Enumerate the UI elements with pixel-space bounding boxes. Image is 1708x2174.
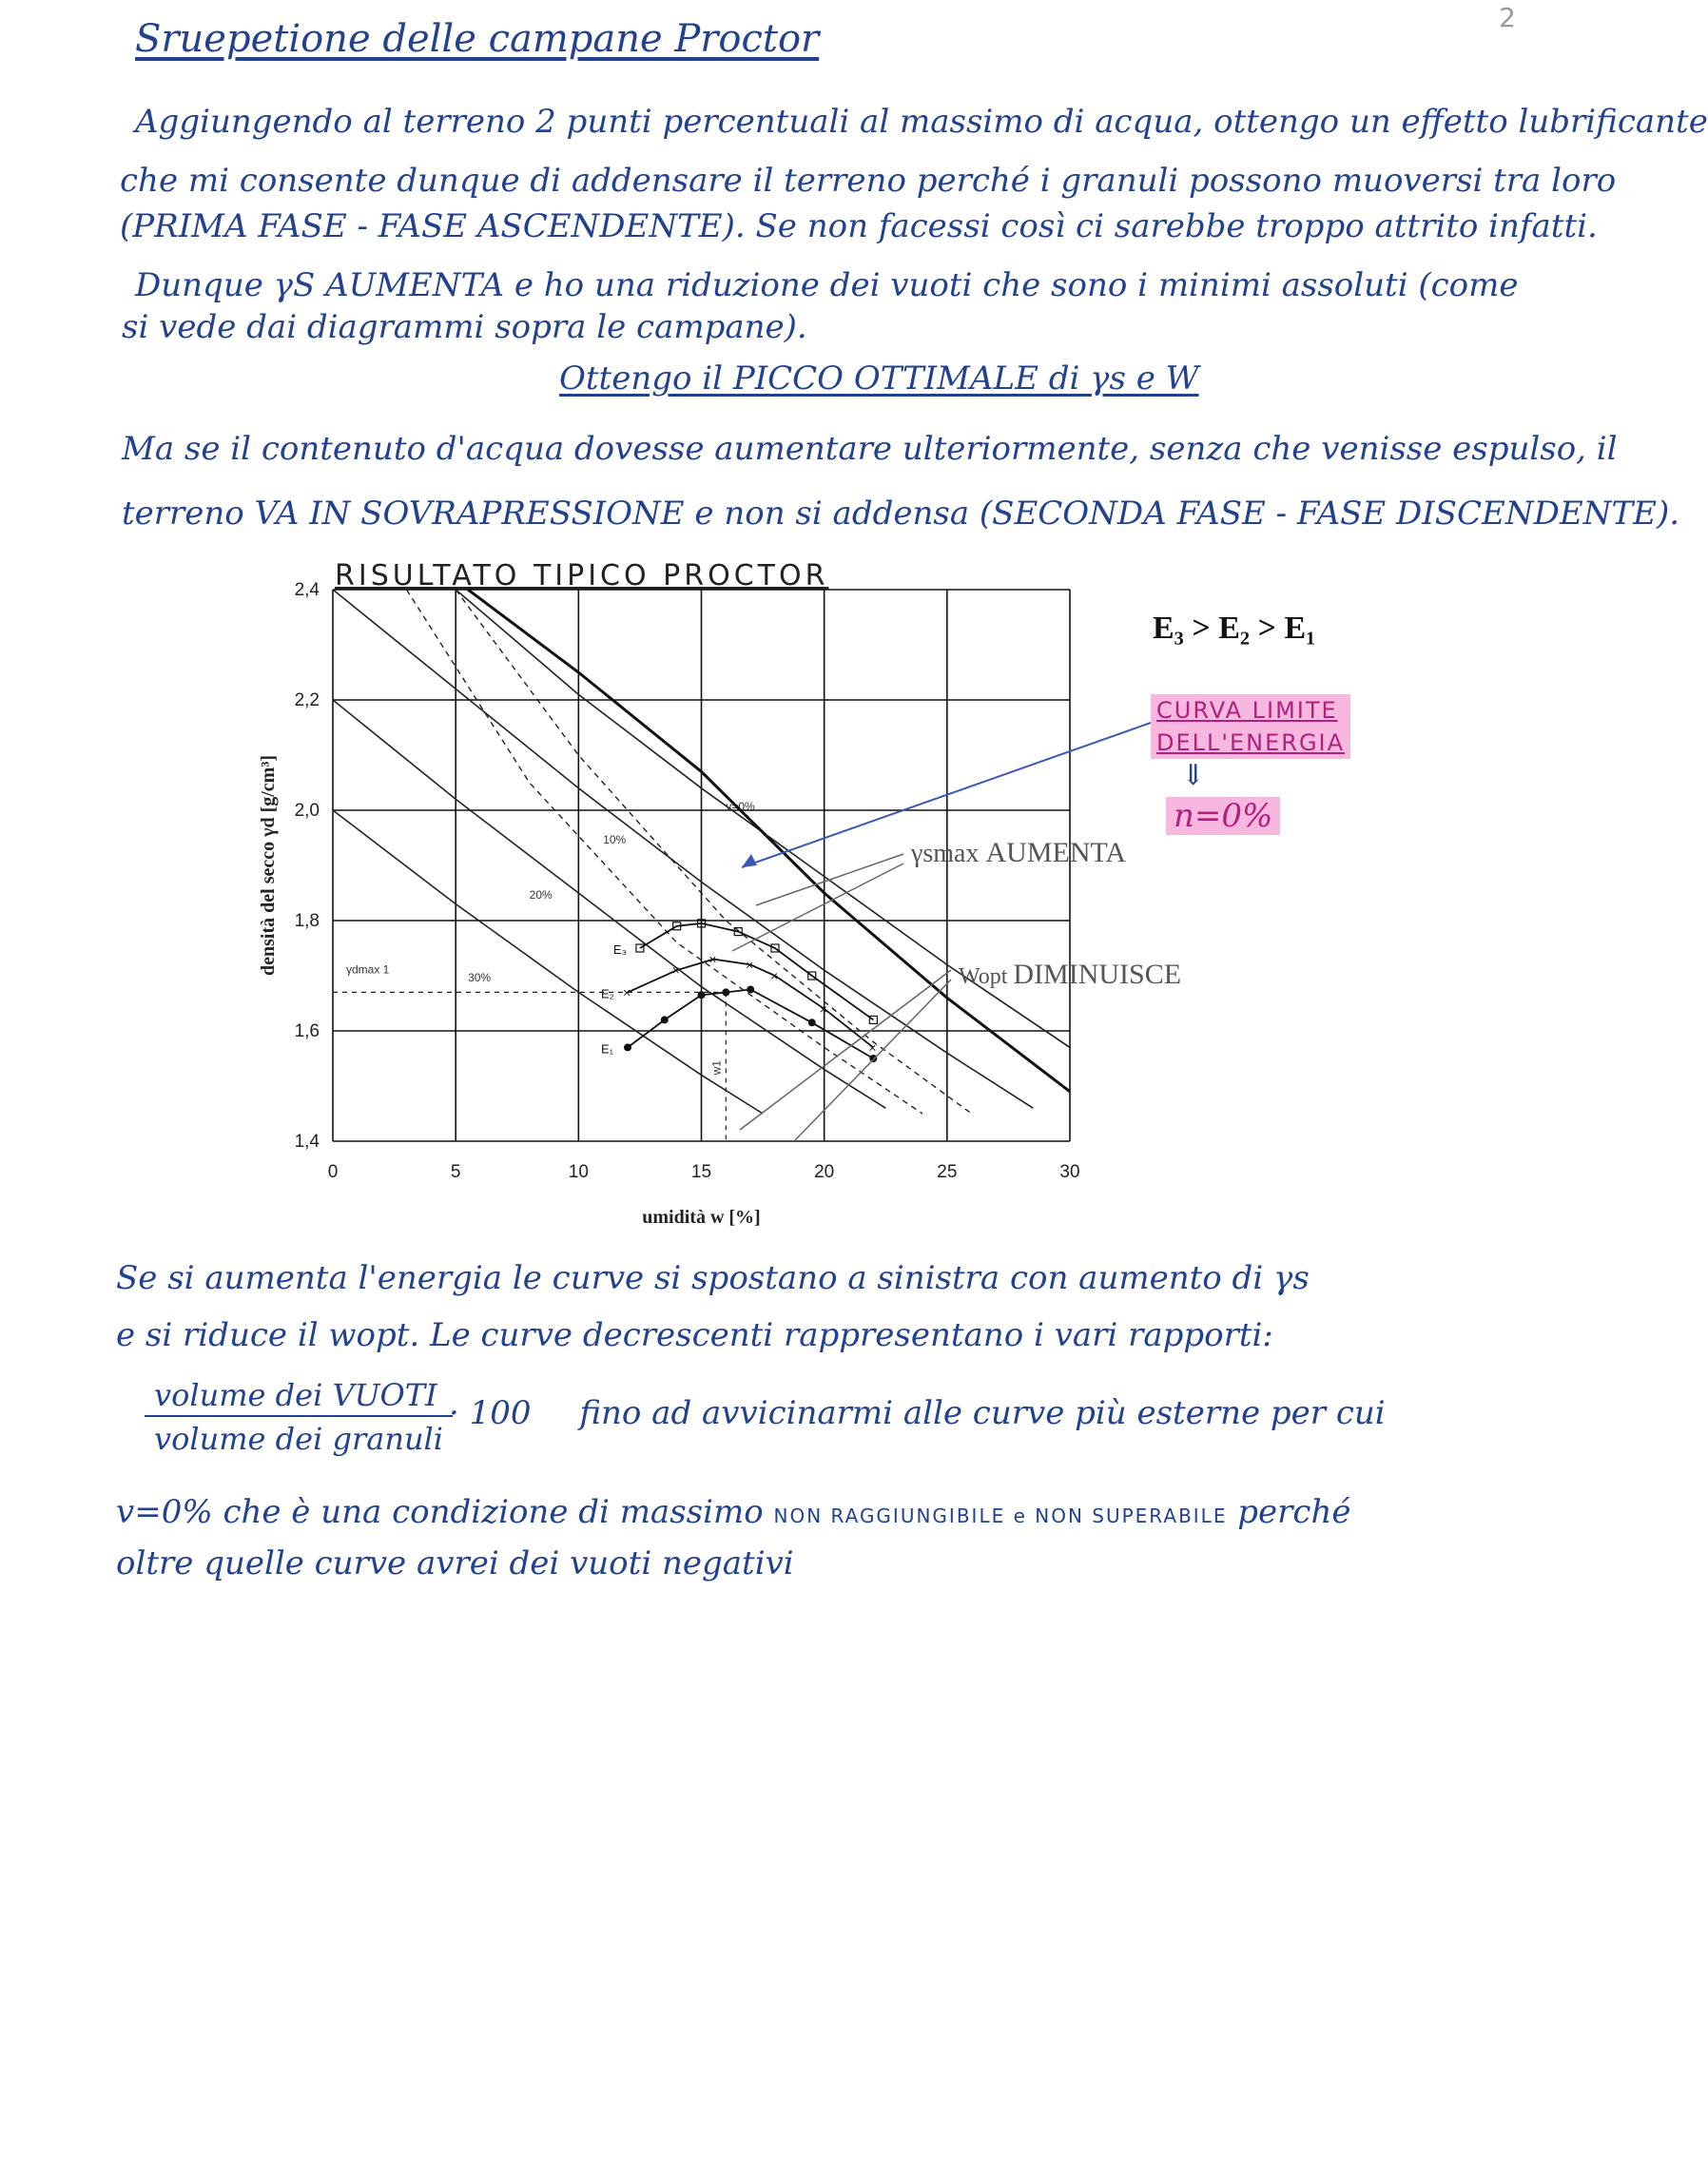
x-tick-label: 10	[568, 1162, 589, 1182]
series-point	[747, 986, 754, 994]
series-point: ×	[868, 1039, 877, 1056]
wopt-label: Wopt	[959, 964, 1008, 989]
gsmax-label: γsmax	[911, 839, 980, 868]
paragraph-4-caps: NON RAGGIUNGIBILE e NON SUPERABILE	[773, 1504, 1228, 1527]
optimal-peak-heading: Ottengo il PICCO OTTIMALE di γs e W	[559, 359, 1199, 398]
x-axis-label: umidità w [%]	[642, 1207, 761, 1228]
y-tick-label: 2,2	[294, 690, 320, 710]
x-tick-label: 25	[937, 1162, 958, 1182]
series-line-1	[628, 960, 873, 1048]
page-number: 2	[1499, 2, 1516, 33]
y-tick-label: 2,0	[294, 801, 320, 821]
paragraph-4-text-b: perché	[1237, 1493, 1351, 1531]
series-label: E₁	[601, 1041, 614, 1057]
wopt-word: DIMINUISCE	[1013, 959, 1182, 990]
paragraph-1-line-4: Dunque γS AUMENTA e ho una riduzione dei vuoti che sono i minimi assoluti (come	[135, 266, 1519, 304]
fraction-after-text: fino ad avvicinarmi alle curve più esterne per cui	[579, 1394, 1386, 1432]
series-line-0	[628, 990, 873, 1059]
fraction-numerator: volume dei VUOTI	[145, 1377, 453, 1417]
series-label: E₃	[612, 942, 627, 957]
series-point	[808, 1019, 816, 1026]
fraction-factor: · 100	[449, 1394, 532, 1432]
series-label: E₂	[601, 986, 614, 1001]
void-curve-3	[333, 810, 763, 1114]
proctor-chart-svg	[238, 561, 1379, 1227]
series-point	[624, 1043, 631, 1051]
energy-label: E₃ > E₂ > E₁	[1153, 611, 1316, 646]
series-point: ×	[708, 951, 717, 967]
paragraph-2-line-2: terreno VA IN SOVRAPRESSIONE e non si addensa (SECONDA FASE - FASE DISCENDENTE).	[122, 495, 1680, 533]
x-tick-label: 15	[690, 1162, 712, 1182]
proctor-chart	[238, 561, 1379, 1227]
curve-limit-line-1: CURVA LIMITE	[1151, 694, 1350, 727]
paragraph-4-line-1	[116, 1493, 1350, 1531]
voids-ratio-fraction	[145, 1377, 453, 1457]
y-axis-label: densità del secco γd [g/cm³]	[258, 755, 279, 976]
paragraph-3-line-2: e si riduce il wopt. Le curve decrescenti rappresentano i vari rapporti:	[116, 1316, 1273, 1354]
curve-limit-arrowhead	[742, 854, 757, 867]
fraction-denominator: volume dei granuli	[154, 1421, 444, 1457]
series-point: ×	[770, 968, 779, 983]
curve-limit-line-2: DELL'ENERGIA	[1151, 727, 1350, 759]
x-tick-label: 20	[814, 1162, 835, 1182]
series-point	[698, 991, 706, 999]
wopt-annotation	[959, 959, 1181, 991]
series-point: ×	[746, 957, 754, 973]
y-tick-label: 1,8	[294, 911, 320, 931]
wopt-small-label: w1	[709, 1060, 724, 1076]
paragraph-1-line-1: Aggiungendo al terreno 2 punti percentuali al massimo di acqua, ottengo un effetto lubrificante	[135, 103, 1708, 141]
paragraph-3-line-1: Se si aumenta l'energia le curve si spostano a sinistra con aumento di γs	[116, 1259, 1310, 1297]
paragraph-4-text-a: v=0% che è una condizione di massimo	[116, 1493, 764, 1531]
y-tick-label: 2,4	[294, 580, 320, 600]
paragraph-2-line-1: Ma se il contenuto d'acqua dovesse aumentare ulteriormente, senza che venisse espulso, il	[122, 430, 1618, 468]
gsmax-annotation	[911, 837, 1126, 869]
series-point: ×	[671, 962, 680, 979]
n-zero-label: n=0%	[1166, 797, 1280, 835]
gsmax-line-label: γdmax 1	[346, 962, 390, 977]
x-tick-label: 30	[1059, 1162, 1080, 1182]
void-curve-label: 30%	[468, 970, 492, 984]
series-point	[661, 1016, 669, 1023]
x-tick-label: 5	[450, 1162, 461, 1182]
void-curve-label: 10%	[603, 832, 627, 846]
y-tick-label: 1,6	[294, 1021, 320, 1041]
series-point	[722, 988, 729, 996]
wopt-arrow	[740, 970, 951, 1130]
dashed-curve-1	[456, 590, 972, 1114]
paragraph-1-line-3: (PRIMA FASE - FASE ASCENDENTE). Se non facessi così ci sarebbe troppo attrito infatti.	[120, 207, 1598, 245]
gsmax-word: AUMENTA	[985, 837, 1127, 868]
void-curve-label: v=0%	[726, 800, 755, 813]
chart-handwritten-title: RISULTATO TIPICO PROCTOR	[335, 559, 829, 592]
page-title: Sruepetione delle campane Proctor	[135, 17, 820, 61]
paragraph-4-line-2: oltre quelle curve avrei dei vuoti negativi	[116, 1544, 794, 1582]
curve-limit-label	[1151, 694, 1350, 759]
x-tick-label: 0	[327, 1162, 339, 1182]
paragraph-1-line-2: che mi consente dunque di addensare il terreno perché i granuli possono muoversi tra loro	[120, 162, 1617, 200]
paragraph-1-line-5: si vede dai diagrammi sopra le campane).	[122, 308, 807, 346]
fraction-continuation	[449, 1394, 1386, 1432]
y-tick-label: 1,4	[294, 1132, 320, 1152]
void-curve-label: 20%	[529, 887, 553, 902]
series-point: ×	[623, 984, 631, 1000]
series-point: ×	[819, 1000, 827, 1017]
down-arrow-icon: ⇓	[1181, 759, 1206, 792]
